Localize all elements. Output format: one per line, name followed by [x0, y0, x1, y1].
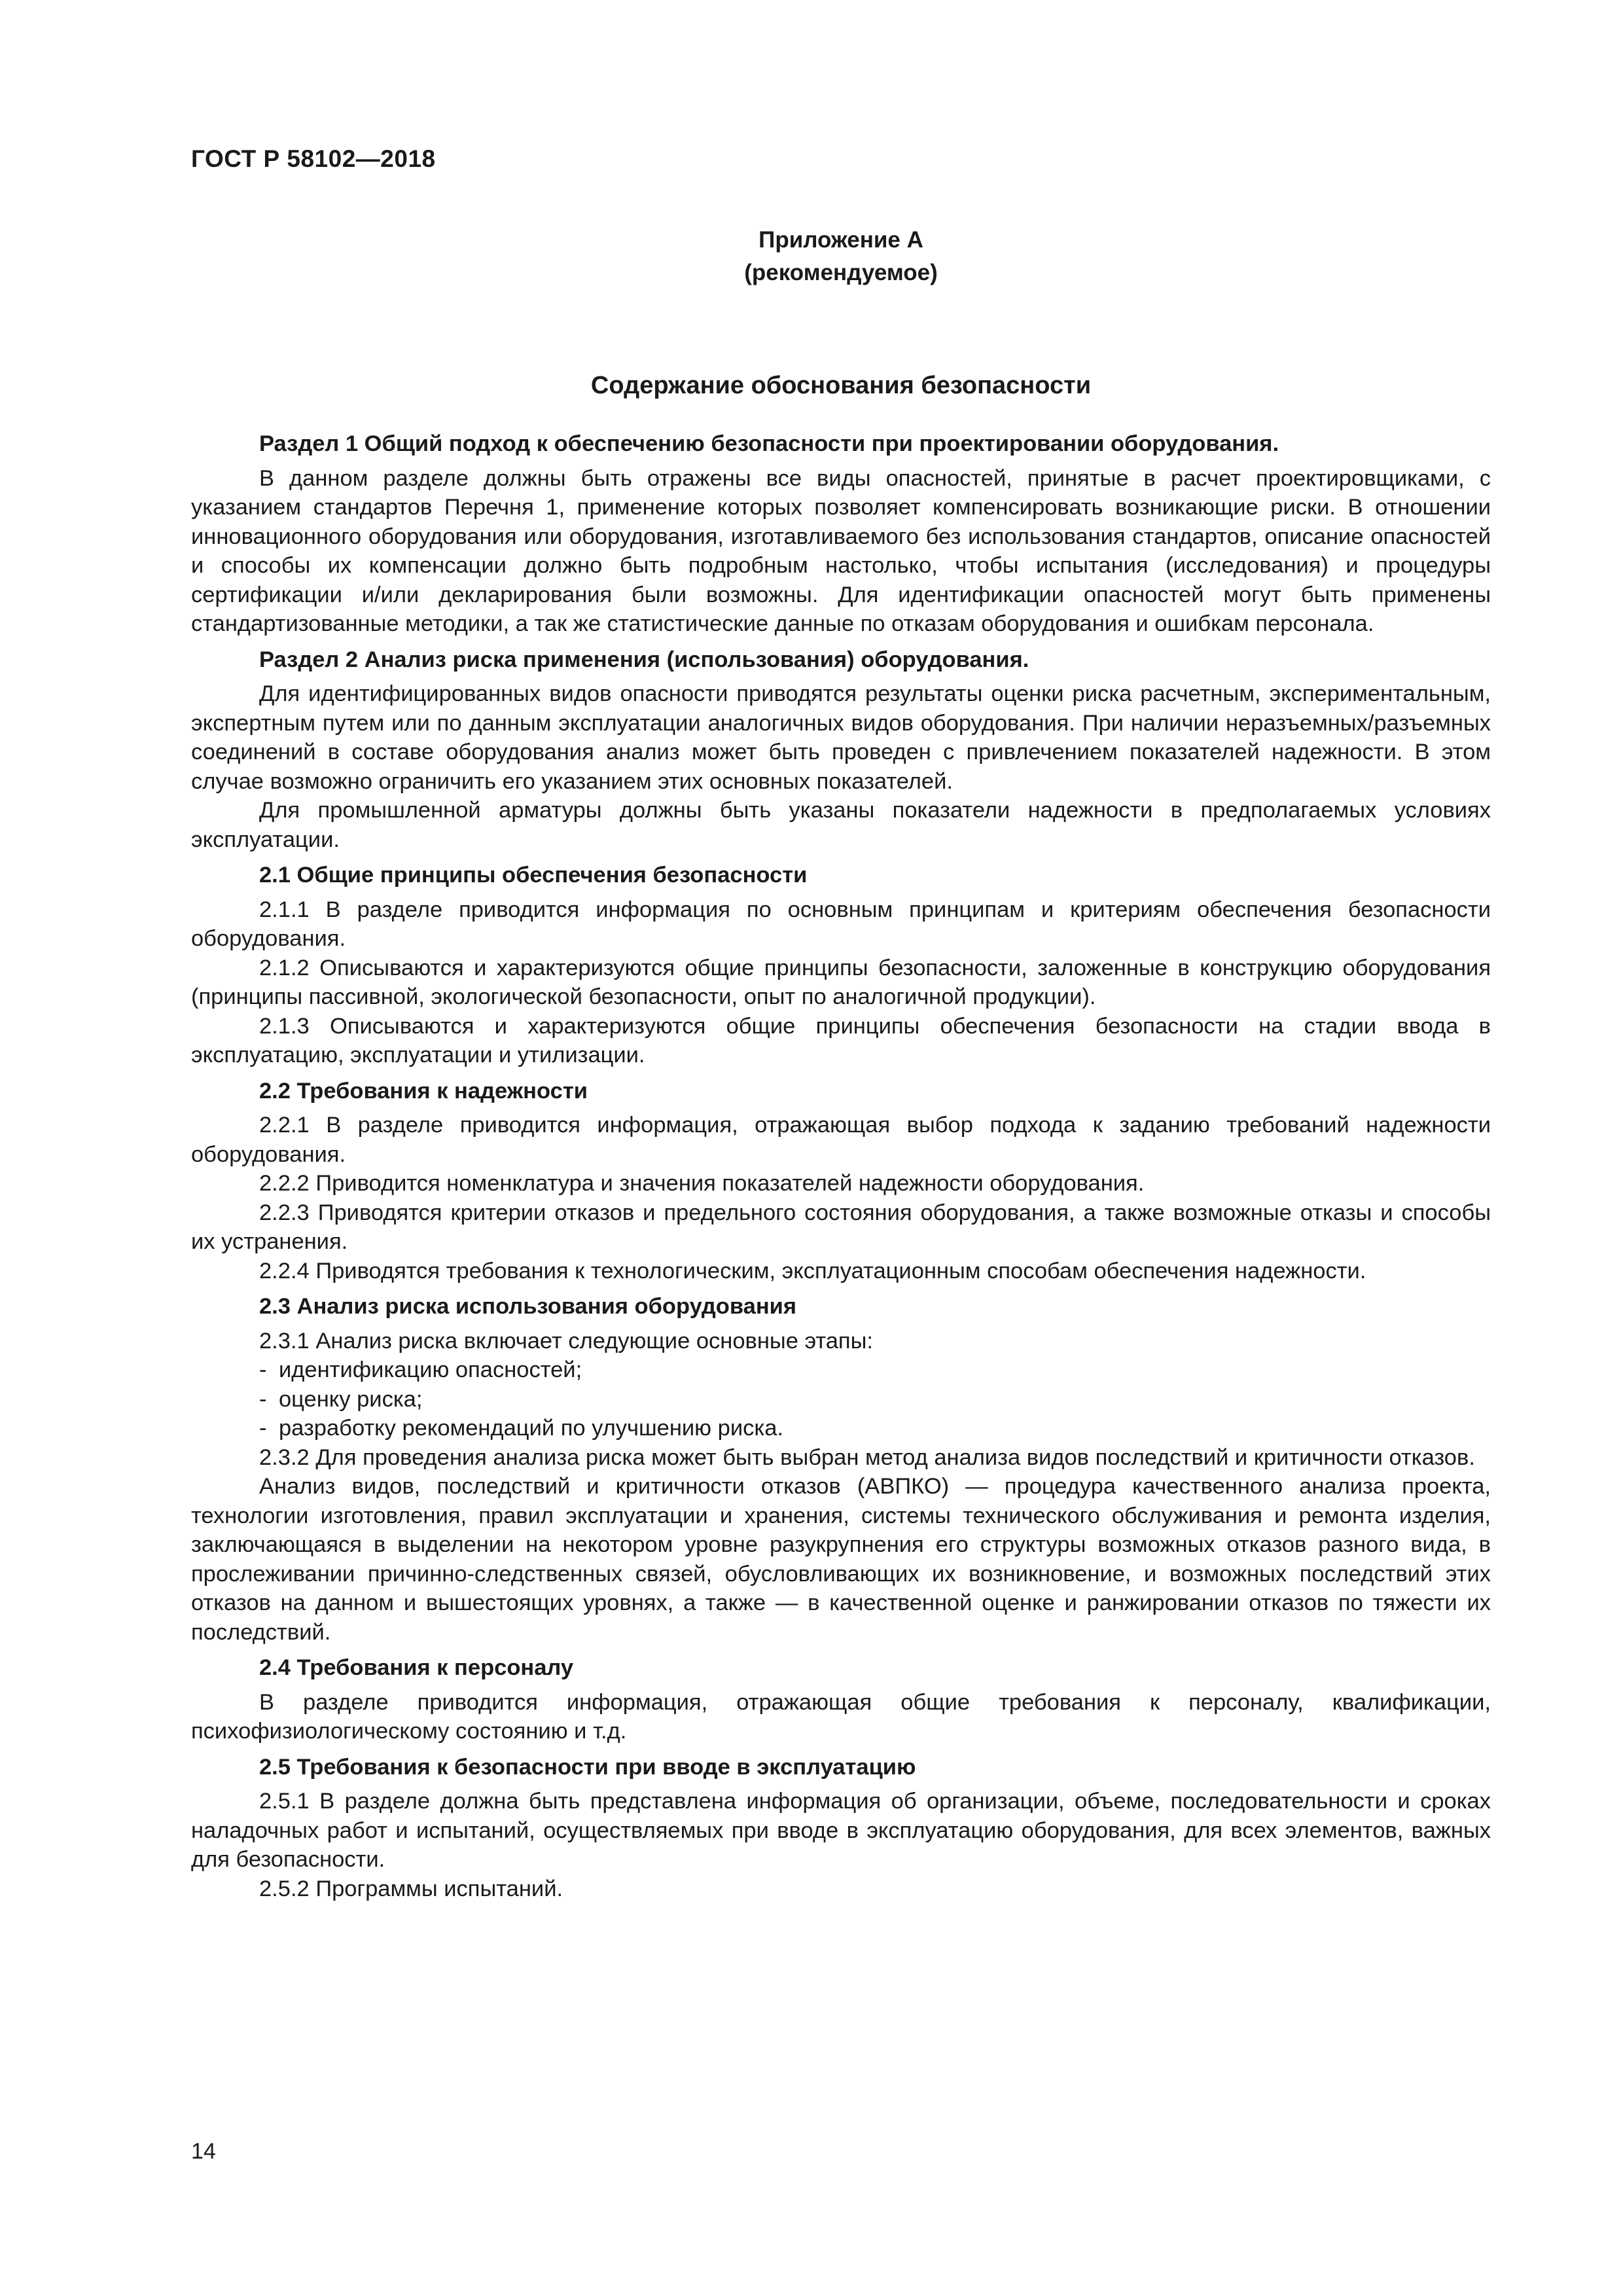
section-2-3-heading: 2.3 Анализ риска использования оборудования — [259, 1294, 796, 1319]
paragraph: 2.5.1 В разделе должна быть представлена информация об организации, объеме, последовательности и сроках наладочных работ и испытаний, осуществляемых при вводе в эксплуатацию оборудования, для всех элементов, важных для безопасности. — [191, 1789, 1491, 1872]
document-body — [191, 429, 1491, 1903]
paragraph: 2.3.1 Анализ риска включает следующие основные этапы: — [259, 1328, 873, 1354]
paragraph: В разделе приводится информация, отражающая общие требования к персоналу, квалификации, психофизиологическому состоянию и т.д. — [191, 1689, 1491, 1744]
appendix-label: Приложение А — [758, 227, 923, 253]
section-1-heading: Раздел 1 Общий подход к обеспечению безопасности при проектировании оборудования. — [259, 431, 1279, 456]
paragraph: 2.2.4 Приводятся требования к технологическим, эксплуатационным способам обеспечения надежности. — [259, 1258, 1366, 1283]
section-2-1-heading: 2.1 Общие принципы обеспечения безопасности — [259, 863, 808, 888]
list-item-text: разработку рекомендаций по улучшению риска. — [279, 1416, 783, 1441]
page-title: Содержание обоснования безопасности — [590, 372, 1092, 399]
appendix-heading — [191, 224, 1491, 289]
list-item-text: оценку риска; — [279, 1386, 423, 1412]
paragraph: 2.2.1 В разделе приводится информация, отражающая выбор подхода к заданию требований надежности оборудования. — [191, 1113, 1491, 1167]
paragraph: 2.2.3 Приводятся критерии отказов и предельного состояния оборудования, а также возможные отказы и способы их устранения. — [191, 1200, 1491, 1254]
paragraph: 2.2.2 Приводится номенклатура и значения показателей надежности оборудования. — [259, 1171, 1145, 1196]
dash-marker: - — [259, 1416, 267, 1441]
paragraph: 2.1.3 Описываются и характеризуются общие принципы обеспечения безопасности на стадии ввода в эксплуатацию, эксплуатации и утилизации. — [191, 1013, 1491, 1067]
section-2-2-heading: 2.2 Требования к надежности — [259, 1078, 588, 1103]
list-item — [191, 1355, 1491, 1385]
page-number: 14 — [191, 2139, 216, 2164]
standard-code-header: ГОСТ Р 58102—2018 — [191, 145, 436, 172]
list-item — [191, 1414, 1491, 1443]
appendix-status: (рекомендуемое) — [744, 260, 938, 285]
paragraph: Для идентифицированных видов опасности приводятся результаты оценки риска расчетным, экспериментальным, экспертным путем или по данным эксплуатации аналогичных видов оборудования. При наличии неразъемных/разъемных соединений в составе оборудования анализ может быть проведен с привлечением показателей надежности. В этом случае возможно ограничить его указанием этих основных показателей. — [191, 681, 1491, 794]
paragraph: 2.1.2 Описываются и характеризуются общие принципы безопасности, заложенные в конструкцию оборудования (принципы пассивной, экологической безопасности, опыт по аналогичной продукции). — [191, 955, 1491, 1009]
paragraph: 2.5.2 Программы испытаний. — [259, 1876, 563, 1901]
section-2-heading: Раздел 2 Анализ риска применения (использования) оборудования. — [259, 647, 1029, 672]
dash-marker: - — [259, 1386, 267, 1412]
section-2-4-heading: 2.4 Требования к персоналу — [259, 1655, 574, 1680]
paragraph: Анализ видов, последствий и критичности отказов (АВПКО) — процедура качественного анализа проекта, технологии изготовления, правил эксплуатации и хранения, системы технического обслуживания и ремонта изделия, заключающаяся в выделении на некотором уровне разукрупнения его структуры возможных отказов разного вида, в прослеживании причинно-следственных связей, обусловливающих их возникновение, и возможных последствий этих отказов на данном и вышестоящих уровнях, а также — в качественной оценке и ранжировании отказов по тяжести их последствий. — [191, 1474, 1491, 1645]
paragraph: 2.3.2 Для проведения анализа риска может быть выбран метод анализа видов последствий и критичности отказов. — [259, 1444, 1475, 1470]
paragraph: Для промышленной арматуры должны быть указаны показатели надежности в предполагаемых условиях эксплуатации. — [191, 798, 1491, 852]
list-item — [191, 1385, 1491, 1414]
dash-marker: - — [259, 1357, 267, 1382]
section-2-5-heading: 2.5 Требования к безопасности при вводе в эксплуатацию — [259, 1754, 916, 1780]
paragraph: 2.1.1 В разделе приводится информация по основным принципам и критериям обеспечения безопасности оборудования. — [191, 897, 1491, 951]
list-item-text: идентификацию опасностей; — [279, 1357, 582, 1382]
paragraph: В данном разделе должны быть отражены все виды опасностей, принятые в расчет проектировщиками, с указанием стандартов Перечня 1, применение которых позволяет компенсировать возникающие риски. В отношении инновационного оборудования или оборудования, изготавливаемого без использования стандартов, описание опасностей и способы их компенсации должно быть подробным настолько, чтобы испытания (исследования) и процедуры сертификации и/или декларирования были возможны. Для идентификации опасностей могут быть применены стандартизованные методики, а так же статистические данные по отказам оборудования и ошибкам персонала. — [191, 465, 1491, 636]
